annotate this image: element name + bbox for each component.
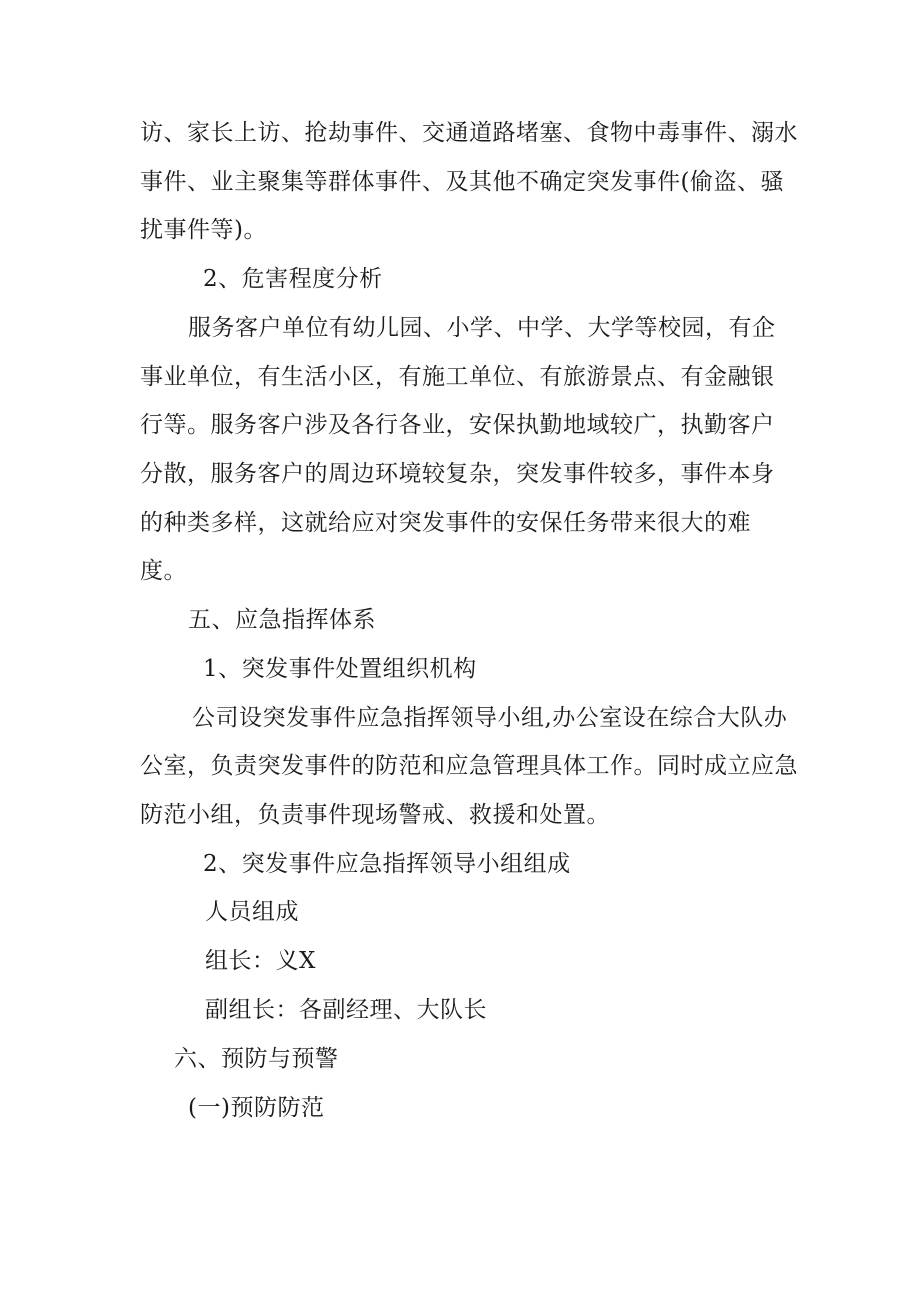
- paragraph-line: 服务客户单位有幼儿园、小学、中学、大学等校园，有企: [188, 315, 776, 341]
- paragraph-line: 分散，服务客户的周边环境较复杂，突发事件较多，事件本身: [140, 461, 775, 487]
- paragraph-line: 的种类多样，这就给应对突发事件的安保任务带来很大的难: [140, 510, 751, 536]
- paragraph-line: 组长：义X: [205, 948, 316, 974]
- paragraph-line: 人员组成: [205, 899, 299, 925]
- paragraph-line: 公室，负责突发事件的防范和应急管理具体工作。同时成立应急: [140, 753, 798, 779]
- paragraph-line: 防范小组，负责事件现场警戒、救援和处置。: [140, 802, 610, 828]
- section-heading: 1、突发事件处置组织机构: [203, 656, 477, 682]
- section-heading: 五、应急指挥体系: [188, 607, 376, 633]
- paragraph-line: 事件、业主聚集等群体事件、及其他不确定突发事件(偷盗、骚: [140, 169, 784, 195]
- paragraph-line: 扰事件等)。: [140, 217, 267, 243]
- paragraph-line: 副组长：各副经理、大队长: [205, 997, 487, 1023]
- section-heading: 2、突发事件应急指挥领导小组组成: [203, 851, 571, 877]
- paragraph-line: 度。: [140, 558, 187, 584]
- section-heading: 2、危害程度分析: [203, 266, 383, 292]
- paragraph-line: 公司设突发事件应急指挥领导小组,办公室设在综合大队办: [192, 705, 788, 731]
- paragraph-line: 访、家长上访、抢劫事件、交通道路堵塞、食物中毒事件、溺水: [140, 120, 798, 146]
- paragraph-line: 事业单位，有生活小区，有施工单位、有旅游景点、有金融银: [140, 364, 775, 390]
- section-heading: (一)预防防范: [188, 1095, 325, 1121]
- paragraph-line: 行等。服务客户涉及各行各业，安保执勤地域较广，执勤客户: [140, 412, 775, 438]
- section-heading: 六、预防与预警: [174, 1046, 339, 1072]
